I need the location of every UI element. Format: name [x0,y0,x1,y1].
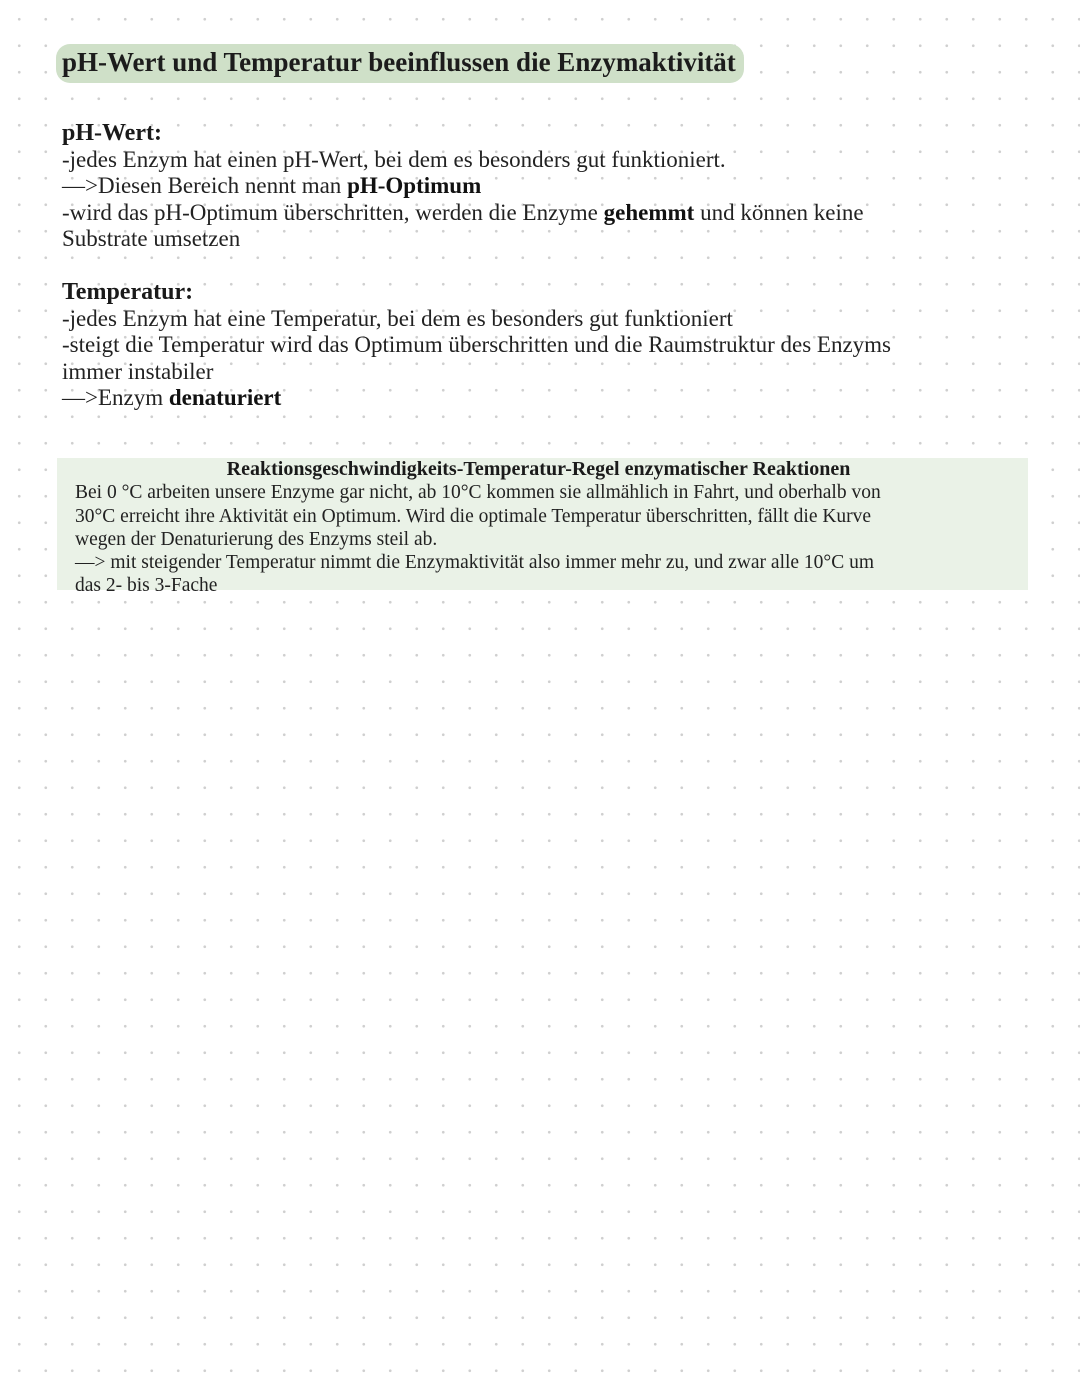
temperature-line-1: -jedes Enzym hat eine Temperatur, bei dem es besonders gut funktioniert [62,305,733,331]
temperature-line-4 [62,385,1022,412]
temperature-line-2: -steigt die Temperatur wird das Optimum überschritten und die Raumstruktur des Enzyms [62,332,891,357]
temperature-line-4-text: —>Enzym [62,385,169,410]
ph-line-4: Substrate umsetzen [62,226,241,251]
rgt-rule-title: Reaktionsgeschwindigkeits-Temperatur-Regel enzymatischer Reaktionen [226,458,851,480]
temperature-line-3: immer instabiler [62,358,214,384]
temperature-section [62,279,1022,412]
ph-heading: pH-Wert: [62,120,162,146]
ph-section [62,120,1022,253]
page-title: pH-Wert und Temperatur beeinflussen die Enzymaktivität [56,44,744,83]
ph-optimum-term: pH-Optimum [347,173,482,198]
rgt-rule-line-1: Bei 0 °C arbeiten unsere Enzyme gar nicht, ab 10°C kommen sie allmählich in Fahrt, und oberhalb von [75,482,881,504]
rgt-rule-line-5: das 2- bis 3-Fache [75,575,218,597]
ph-line-2-text: —>Diesen Bereich nennt man [62,173,348,198]
ph-line-1: -jedes Enzym hat einen pH-Wert, bei dem es besonders gut funktioniert. [62,146,726,172]
ph-line-3-text: -wird das pH-Optimum überschritten, werden die Enzyme [62,199,604,225]
rgt-rule-line-2: 30°C erreicht ihre Aktivität ein Optimum. Wird die optimale Temperatur überschritten, fällt die Kurve [75,505,872,527]
rgt-rule-line-3: wegen der Denaturierung des Enzyms steil ab. [75,528,438,550]
temperature-heading: Temperatur: [62,279,194,305]
ph-line-2 [62,173,1022,200]
ph-line-3 [62,200,1022,227]
rgt-rule-box [57,458,1028,597]
denaturiert-term: denaturiert [168,385,282,410]
rgt-rule-line-4: —> mit steigender Temperatur nimmt die Enzymaktivität also immer mehr zu, und zwar alle 10°C um [75,552,875,574]
ph-line-3-suffix: und können keine [694,199,864,225]
gehemmt-term: gehemmt [603,199,695,225]
